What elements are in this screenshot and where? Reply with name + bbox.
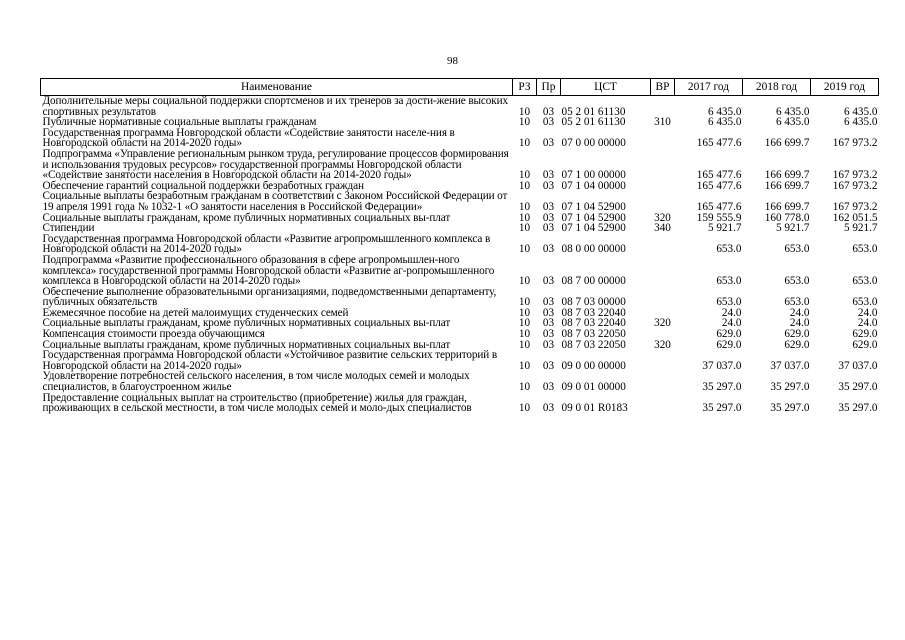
table-body xyxy=(41,96,879,414)
row-cst: 09 0 01 R0183 xyxy=(561,402,628,415)
row-cst: 07 1 04 00000 xyxy=(561,179,626,192)
row-pr: 03 xyxy=(542,211,555,224)
row-2018: 629.0 xyxy=(784,338,810,351)
row-vr: 320 xyxy=(654,211,671,224)
row-cst: 08 7 03 22050 xyxy=(561,328,626,341)
row-name: Подпрограмма «Управление региональным рынком труда, регулирование процессов формирования и использования трудовых ресурсов» государственной программы Новгородской области «Содействие занятости населения в Новгородской области на 2014-2020 годы» xyxy=(42,147,509,182)
row-pr: 03 xyxy=(542,338,555,351)
row-rz: 10 xyxy=(518,222,531,235)
row-rz: 10 xyxy=(518,105,531,118)
row-rz: 10 xyxy=(518,338,531,351)
row-name: Стипендии xyxy=(42,222,95,235)
row-cst: 08 7 03 00000 xyxy=(561,296,626,309)
header-pr: Пр xyxy=(537,79,561,96)
row-2018: 166 699.7 xyxy=(764,169,810,182)
row-cst: 05 2 01 61130 xyxy=(561,116,626,129)
row-2018: 6 435.0 xyxy=(775,105,810,118)
row-2017: 629.0 xyxy=(716,328,742,341)
row-2017: 653.0 xyxy=(716,296,742,309)
row-pr: 03 xyxy=(542,222,555,235)
table-row xyxy=(41,191,879,212)
row-pr: 03 xyxy=(542,381,555,394)
row-rz: 10 xyxy=(518,137,531,150)
row-vr xyxy=(651,149,675,181)
row-2018: 166 699.7 xyxy=(764,179,810,192)
row-2018: 35 297.0 xyxy=(770,381,810,394)
row-2017: 6 435.0 xyxy=(707,116,742,129)
row-name: Дополнительные меры социальной поддержки спортсменов и их тренеров за дости-жение высоких спортивных результатов xyxy=(42,95,508,118)
row-2019: 629.0 xyxy=(852,328,878,341)
row-cst: 08 0 00 00000 xyxy=(561,243,626,256)
row-2019: 653.0 xyxy=(852,243,878,256)
row-rz: 10 xyxy=(518,328,531,341)
row-cst: 07 0 00 00000 xyxy=(561,137,626,150)
row-vr xyxy=(651,255,675,287)
table-row xyxy=(41,96,879,118)
header-2018: 2018 год xyxy=(743,79,811,96)
table-row xyxy=(41,287,879,308)
row-2019: 6 435.0 xyxy=(843,116,878,129)
row-pr: 03 xyxy=(542,116,555,129)
header-2017: 2017 год xyxy=(675,79,743,96)
row-2017: 37 037.0 xyxy=(702,359,742,372)
row-cst: 09 0 01 00000 xyxy=(561,381,626,394)
row-name: Ежемесячное пособие на детей малоимущих студенческих семей xyxy=(42,306,349,319)
row-2017: 653.0 xyxy=(716,275,742,288)
row-2017: 6 435.0 xyxy=(707,105,742,118)
row-vr xyxy=(651,128,675,149)
row-rz: 10 xyxy=(518,381,531,394)
row-cst: 08 7 00 00000 xyxy=(561,275,626,288)
table-row xyxy=(41,149,879,181)
row-vr: 320 xyxy=(654,338,671,351)
row-pr: 03 xyxy=(542,179,555,192)
row-name: Социальные выплаты гражданам, кроме публичных нормативных социальных вы-плат xyxy=(42,338,451,351)
header-cst: ЦСТ xyxy=(561,79,651,96)
row-pr: 03 xyxy=(542,105,555,118)
row-vr xyxy=(651,234,675,255)
row-2019: 629.0 xyxy=(852,338,878,351)
row-2017: 165 477.6 xyxy=(696,179,742,192)
row-cst: 07 1 04 52900 xyxy=(561,222,626,235)
row-rz: 10 xyxy=(518,211,531,224)
row-vr xyxy=(651,181,675,192)
row-2019: 35 297.0 xyxy=(838,402,878,415)
row-name: Подпрограмма «Развитие профессионального образования в сфере агропромышлен-ного комплекса» государственной программы Новгородской области «Развитие аг-ропромышленного комплекса в Новгородской области на 2014-2020 годы» xyxy=(42,253,495,288)
table-row xyxy=(41,393,879,414)
row-pr: 03 xyxy=(542,359,555,372)
row-vr: 310 xyxy=(654,116,671,129)
row-2019: 37 037.0 xyxy=(838,359,878,372)
row-pr: 03 xyxy=(542,317,555,330)
row-cst: 08 7 03 22040 xyxy=(561,306,626,319)
table-row xyxy=(41,128,879,149)
row-cst: 07 1 00 00000 xyxy=(561,169,626,182)
table-row xyxy=(41,234,879,255)
row-name: Государственная программа Новгородской области «Устойчивое развитие сельских территорий в Новгородской области на 2014-2020 годы» xyxy=(42,349,498,372)
row-name: Социальные выплаты гражданам, кроме публичных нормативных социальных вы-плат xyxy=(42,317,451,330)
row-rz: 10 xyxy=(518,243,531,256)
row-vr xyxy=(651,191,675,212)
row-vr xyxy=(651,287,675,308)
table-header-row xyxy=(41,79,879,96)
row-rz: 10 xyxy=(518,359,531,372)
row-cst: 08 7 03 22040 xyxy=(561,317,626,330)
row-2019: 167 973.2 xyxy=(832,179,878,192)
row-rz: 10 xyxy=(518,317,531,330)
row-cst: 09 0 00 00000 xyxy=(561,359,626,372)
page-number: 98 xyxy=(447,55,458,67)
row-vr xyxy=(651,371,675,392)
row-2018: 24.0 xyxy=(789,306,810,319)
row-pr: 03 xyxy=(542,296,555,309)
row-name: Государственная программа Новгородской области «Развитие агропромышленного комплекса в Новгородской области на 2014-2020 годы» xyxy=(42,232,491,256)
row-2019: 653.0 xyxy=(852,275,878,288)
budget-table xyxy=(40,78,879,414)
row-2019: 162 051.5 xyxy=(832,211,878,224)
row-rz: 10 xyxy=(518,402,531,415)
row-2017: 35 297.0 xyxy=(702,402,742,415)
header-name: Наименование xyxy=(41,79,513,96)
row-2017: 165 477.6 xyxy=(696,169,742,182)
row-rz: 10 xyxy=(518,275,531,288)
row-rz: 10 xyxy=(518,179,531,192)
row-2018: 160 778.0 xyxy=(764,211,810,224)
row-name: Обеспечение выполнение образовательными организациями, подведомственными департаменту, публичных обязательств xyxy=(42,285,497,309)
row-pr: 03 xyxy=(542,200,555,213)
row-2017: 159 555.9 xyxy=(696,211,742,224)
row-2018: 653.0 xyxy=(784,243,810,256)
row-2018: 24.0 xyxy=(789,317,810,330)
table-row xyxy=(41,371,879,392)
row-name: Обеспечение гарантий социальной поддержки безработных граждан xyxy=(42,179,364,192)
row-vr xyxy=(651,393,675,414)
row-pr: 03 xyxy=(542,328,555,341)
row-pr: 03 xyxy=(542,137,555,150)
row-2019: 167 973.2 xyxy=(832,137,878,150)
row-pr: 03 xyxy=(542,306,555,319)
row-cst: 08 7 03 22050 xyxy=(561,338,626,351)
row-2018: 6 435.0 xyxy=(775,116,810,129)
row-2017: 5 921.7 xyxy=(707,222,742,235)
row-2017: 653.0 xyxy=(716,243,742,256)
row-2018: 653.0 xyxy=(784,275,810,288)
row-2018: 166 699.7 xyxy=(764,137,810,150)
row-rz: 10 xyxy=(518,200,531,213)
row-vr: 340 xyxy=(654,222,671,235)
row-cst: 05 2 01 61130 xyxy=(561,105,626,118)
row-pr: 03 xyxy=(542,402,555,415)
row-name: Государственная программа Новгородской области «Содействие занятости населе-ния в Новгородской области на 2014-2020 годы» xyxy=(42,126,455,150)
header-2019: 2019 год xyxy=(811,79,879,96)
row-cst: 07 1 04 52900 xyxy=(561,211,626,224)
row-name: Социальные выплаты гражданам, кроме публичных нормативных социальных вы-плат xyxy=(42,211,451,224)
row-2018: 629.0 xyxy=(784,328,810,341)
table-row xyxy=(41,350,879,371)
row-2019: 24.0 xyxy=(857,306,878,319)
row-rz: 10 xyxy=(518,296,531,309)
row-rz: 10 xyxy=(518,116,531,129)
row-2019: 167 973.2 xyxy=(832,200,878,213)
row-name: Социальные выплаты безработным гражданам в соответствии с Законом Российской Федерации от 19 апреля 1991 года № 1032-1 «О занятости населения в Российской Федерации» xyxy=(42,190,508,213)
row-2017: 629.0 xyxy=(716,338,742,351)
table-row xyxy=(41,213,879,224)
row-2017: 165 477.6 xyxy=(696,137,742,150)
row-name: Компенсация стоимости проезда обучающимся xyxy=(42,328,265,341)
table-row xyxy=(41,255,879,287)
row-name: Удовлетворение потребностей сельского населения, в том числе молодых семей и молодых специалистов, в благоустроенном жилье xyxy=(42,370,470,394)
row-pr: 03 xyxy=(542,243,555,256)
row-vr xyxy=(651,96,675,118)
row-2019: 653.0 xyxy=(852,296,878,309)
row-2019: 24.0 xyxy=(857,317,878,330)
row-2017: 165 477.6 xyxy=(696,200,742,213)
row-pr: 03 xyxy=(542,169,555,182)
header-vr: ВР xyxy=(651,79,675,96)
row-name: Предоставление социальных выплат на строительство (приобретение) жилья для граждан, проживающих в сельской местности, в том числе молодых семей и моло-дых специалистов xyxy=(42,391,472,415)
row-vr: 320 xyxy=(654,317,671,330)
row-vr xyxy=(651,350,675,371)
row-2018: 166 699.7 xyxy=(764,200,810,213)
row-2019: 35 297.0 xyxy=(838,381,878,394)
row-2018: 35 297.0 xyxy=(770,402,810,415)
row-2017: 24.0 xyxy=(721,306,742,319)
row-pr: 03 xyxy=(542,275,555,288)
row-2018: 5 921.7 xyxy=(775,222,810,235)
row-2018: 653.0 xyxy=(784,296,810,309)
row-rz: 10 xyxy=(518,306,531,319)
row-rz: 10 xyxy=(518,169,531,182)
row-2019: 167 973.2 xyxy=(832,169,878,182)
row-2017: 35 297.0 xyxy=(702,381,742,394)
row-2017: 24.0 xyxy=(721,317,742,330)
row-2019: 6 435.0 xyxy=(843,105,878,118)
row-2019: 5 921.7 xyxy=(843,222,878,235)
header-rz: РЗ xyxy=(513,79,537,96)
row-cst: 07 1 04 52900 xyxy=(561,200,626,213)
row-name: Публичные нормативные социальные выплаты гражданам xyxy=(42,116,317,129)
row-2018: 37 037.0 xyxy=(770,359,810,372)
